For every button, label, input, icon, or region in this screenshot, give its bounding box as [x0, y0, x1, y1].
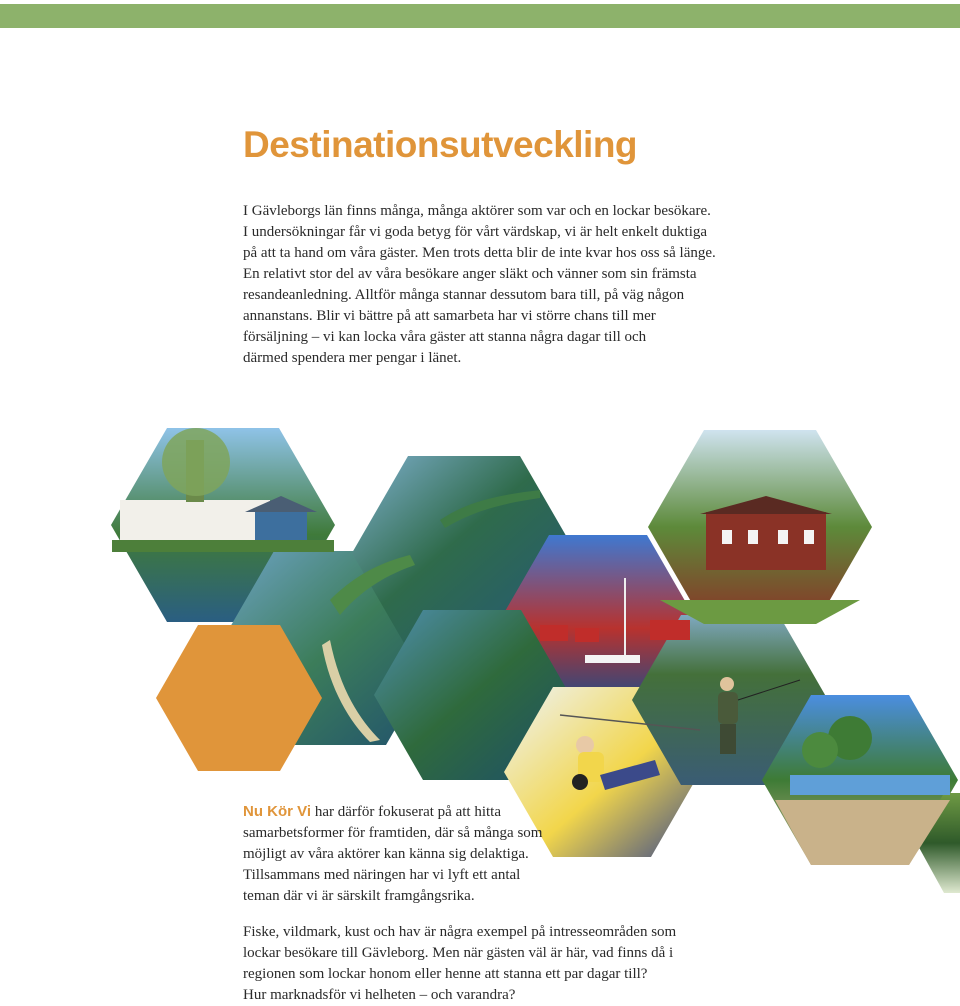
section-2-line: lockar besökare till Gävleborg. Men när gästen väl är här, vad finns då i	[243, 945, 674, 961]
intro-line: resandeanledning. Alltför många stannar dessutom bara till, på väg någon	[243, 287, 685, 303]
intro-line: I Gävleborgs län finns många, många aktörer som var och en lockar besökare.	[243, 203, 711, 219]
section-1-line: Tillsammans med näringen har vi lyft ett antal	[243, 867, 521, 883]
intro-line: på att ta hand om våra gäster. Men trots detta blir de inte kvar hos oss så länge.	[243, 245, 716, 261]
intro-line: En relativt stor del av våra besökare anger släkt och vänner som sin främsta	[243, 266, 697, 282]
brand-name: Nu Kör Vi	[243, 803, 312, 820]
page-title: Destinationsutveckling	[243, 124, 638, 165]
section-1-line: har därför fokuserat på att hitta	[311, 804, 501, 820]
section-1-line: möjligt av våra aktörer kan känna sig delaktiga.	[243, 846, 529, 862]
intro-line: därmed spendera mer pengar i länet.	[243, 350, 462, 366]
section-1-line: teman där vi är särskilt framgångsrika.	[243, 888, 475, 904]
section-2-line: Hur marknadsför vi helheten – och varandra?	[243, 987, 516, 1003]
intro-line: annanstans. Blir vi bättre på att samarbeta har vi större chans till mer	[243, 308, 656, 324]
section-2-line: Fiske, vildmark, kust och hav är några exempel på intresseområden som	[243, 924, 677, 940]
section-1-line: samarbetsformer för framtiden, där så många som	[243, 825, 543, 841]
intro-line: I undersökningar får vi goda betyg för vårt värdskap, vi är helt enkelt duktiga	[243, 224, 708, 240]
intro-line: försäljning – vi kan locka våra gäster att stanna några dagar till och	[243, 329, 647, 345]
section-1-paragraph	[243, 801, 563, 907]
section-2-line: regionen som lockar honom eller henne att stanna ett par dagar till?	[243, 966, 648, 982]
section-2-paragraph	[243, 922, 713, 1006]
